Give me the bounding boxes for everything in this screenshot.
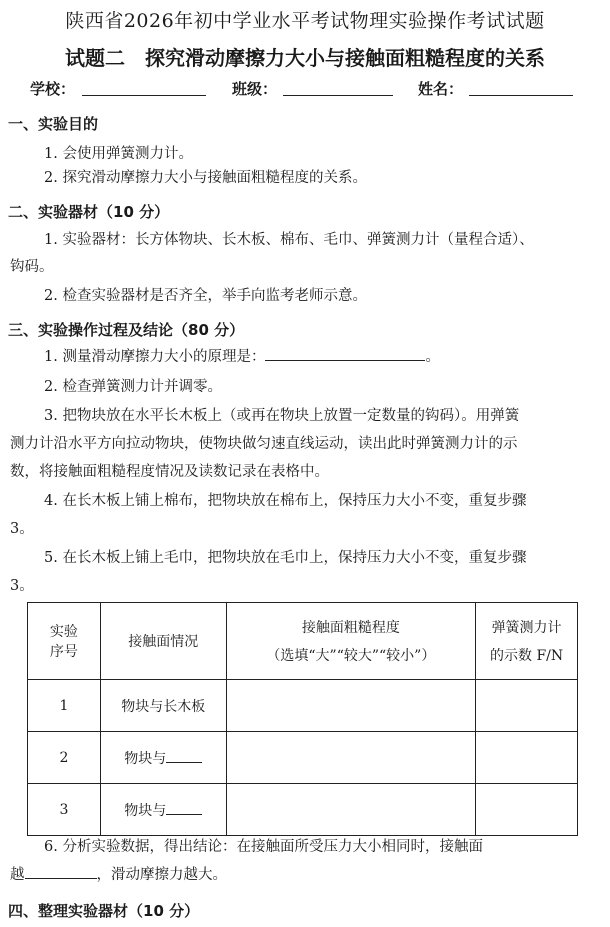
trial-index: 2: [28, 732, 101, 784]
surface-cell: 物块与长木板: [100, 680, 226, 732]
surface-cell: 物块与: [100, 732, 226, 784]
school-label: 学校：: [30, 80, 76, 98]
force-cell[interactable]: [476, 680, 578, 732]
table-header-row: [28, 603, 578, 680]
equipment-item-1: 1. 实验器材：长方体物块、长木板、棉布、毛巾、弹簧测力计（量程合适）、: [44, 232, 534, 248]
class-field[interactable]: [283, 95, 393, 96]
purpose-item-2: 2. 探究滑动摩擦力大小与接触面粗糙程度的关系。: [44, 170, 367, 186]
header-trial-number: 实验 序号: [28, 603, 101, 680]
header-surface: 接触面情况: [100, 603, 226, 680]
conclusion-line-1: 6. 分析实验数据，得出结论：在接触面所受压力大小相同时，接触面: [44, 839, 483, 855]
name-label: 姓名：: [418, 80, 464, 98]
procedure-item-4-line-1: 4. 在长木板上铺上棉布，把物块放在棉布上，保持压力大小不变，重复步骤: [44, 493, 527, 509]
section-heading-purpose: 一、实验目的: [8, 115, 99, 133]
procedure-item-3-line-2: 测力计沿水平方向拉动物块，使物块做匀速直线运动，读出此时弹簧测力计的示: [10, 436, 518, 452]
header-force: 弹簧测力计 的示数 F/N: [476, 603, 578, 680]
section-heading-cleanup: 四、整理实验器材（10 分）: [8, 902, 200, 920]
conclusion-blank[interactable]: [25, 864, 97, 879]
conclusion-line-2: 越 ，滑动摩擦力越大。: [10, 864, 227, 886]
procedure-item-5-line-1: 5. 在长木板上铺上毛巾，把物块放在毛巾上，保持压力大小不变，重复步骤: [44, 550, 527, 566]
purpose-item-1: 1. 会使用弹簧测力计。: [44, 146, 193, 162]
exam-title: 陕西省2026年初中学业水平考试物理实验操作考试试题: [65, 10, 545, 32]
surface-blank[interactable]: [166, 802, 202, 815]
surface-cell: 物块与: [100, 784, 226, 836]
procedure-item-3-line-1: 3. 把物块放在水平长木板上（或再在物块上放置一定数量的钩码）。用弹簧: [44, 408, 520, 424]
roughness-cell[interactable]: [226, 784, 476, 836]
table-row: [28, 784, 578, 836]
name-field[interactable]: [469, 95, 573, 96]
procedure-item-5-line-2: 3。: [10, 578, 34, 594]
procedure-item-4-line-2: 3。: [10, 521, 34, 537]
trial-index: 1: [28, 680, 101, 732]
question-title: 试题二 探究滑动摩擦力大小与接触面粗糙程度的关系: [65, 46, 545, 70]
table-row: [28, 680, 578, 732]
section-heading-procedure: 三、实验操作过程及结论（80 分）: [8, 321, 245, 339]
student-info-row: [0, 78, 610, 102]
trial-index: 3: [28, 784, 101, 836]
section-heading-equipment: 二、实验器材（10 分）: [8, 203, 170, 221]
principle-blank[interactable]: [265, 346, 425, 361]
roughness-cell[interactable]: [226, 680, 476, 732]
equipment-item-2: 2. 检查实验器材是否齐全，举手向监考老师示意。: [44, 288, 367, 304]
header-roughness: 接触面粗糙程度 （选填“大”“较大”“较小”）: [226, 603, 476, 680]
data-table: [27, 602, 578, 836]
equipment-item-1-cont: 钩码。: [10, 259, 54, 275]
table-row: [28, 732, 578, 784]
procedure-item-1: [44, 346, 440, 368]
procedure-item-2: 2. 检查弹簧测力计并调零。: [44, 379, 222, 395]
surface-blank[interactable]: [166, 750, 202, 763]
force-cell[interactable]: [476, 784, 578, 836]
procedure-item-3-line-3: 数，将接触面粗糙程度情况及读数记录在表格中。: [10, 464, 329, 480]
force-cell[interactable]: [476, 732, 578, 784]
school-field[interactable]: [82, 95, 206, 96]
roughness-cell[interactable]: [226, 732, 476, 784]
procedure-item-1-text: 1. 测量滑动摩擦力大小的原理是：: [44, 349, 266, 365]
class-label: 班级：: [232, 80, 278, 98]
procedure-item-1-end: 。: [425, 349, 440, 365]
